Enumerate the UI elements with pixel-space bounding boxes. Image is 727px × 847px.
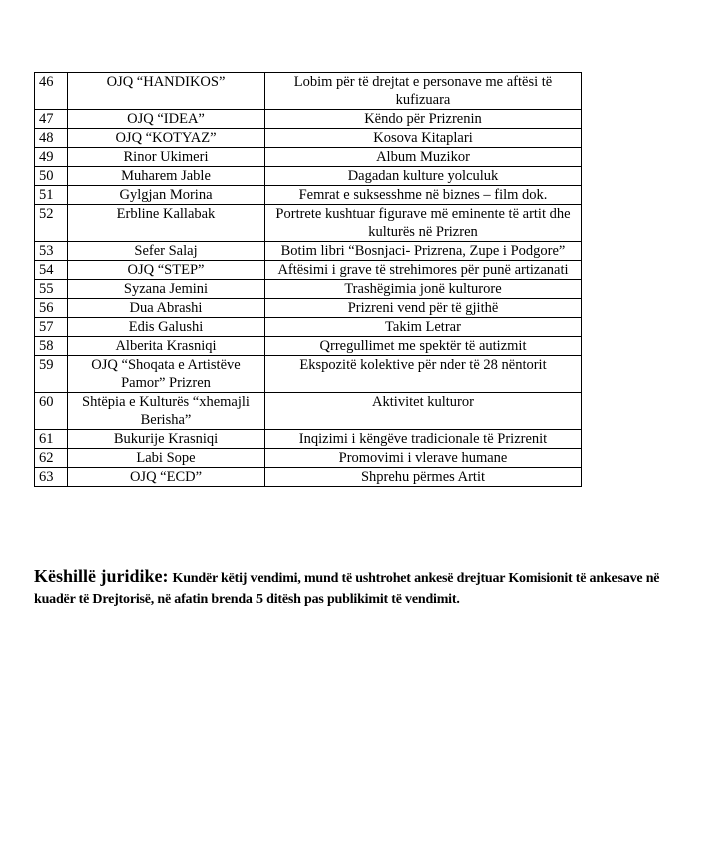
row-number: 61 xyxy=(35,430,68,449)
project-title: Shprehu përmes Artit xyxy=(265,468,582,487)
applicant-name: Dua Abrashi xyxy=(68,299,265,318)
applicant-name: OJQ “IDEA” xyxy=(68,110,265,129)
project-title: Aktivitet kulturor xyxy=(265,393,582,430)
row-number: 46 xyxy=(35,73,68,110)
applicant-name: OJQ “ECD” xyxy=(68,468,265,487)
table-row xyxy=(35,449,582,468)
table-row xyxy=(35,318,582,337)
applicant-name: Labi Sope xyxy=(68,449,265,468)
table-row xyxy=(35,337,582,356)
row-number: 49 xyxy=(35,148,68,167)
project-title: Prizreni vend për të gjithë xyxy=(265,299,582,318)
applicant-name: Erbline Kallabak xyxy=(68,205,265,242)
table-row xyxy=(35,299,582,318)
table-row xyxy=(35,393,582,430)
applicant-name: Syzana Jemini xyxy=(68,280,265,299)
project-title: Inqizimi i këngëve tradicionale të Prizrenit xyxy=(265,430,582,449)
row-number: 60 xyxy=(35,393,68,430)
table-row xyxy=(35,242,582,261)
project-title: Trashëgimia jonë kulturore xyxy=(265,280,582,299)
project-title: Botim libri “Bosnjaci- Prizrena, Zupe i Podgore” xyxy=(265,242,582,261)
table-row xyxy=(35,356,582,393)
legal-advice-title: Këshillë juridike: xyxy=(34,566,169,586)
row-number: 53 xyxy=(35,242,68,261)
project-title: Takim Letrar xyxy=(265,318,582,337)
table-row xyxy=(35,468,582,487)
row-number: 58 xyxy=(35,337,68,356)
applicant-name: Bukurije Krasniqi xyxy=(68,430,265,449)
project-title: Lobim për të drejtat e personave me aftësi të kufizuara xyxy=(265,73,582,110)
project-title: Aftësimi i grave të strehimores për punë artizanati xyxy=(265,261,582,280)
row-number: 54 xyxy=(35,261,68,280)
project-title: Promovimi i vlerave humane xyxy=(265,449,582,468)
legal-advice-text: Kundër këtij vendimi, mund të ushtrohet ankesë drejtuar Komisionit të ankesave në kuadër të Drejtorisë, në afatin brenda 5 ditësh pas publikimit të vendimit. xyxy=(34,571,660,607)
applicant-name: OJQ “STEP” xyxy=(68,261,265,280)
project-title: Femrat e suksesshme në biznes – film dok. xyxy=(265,186,582,205)
row-number: 62 xyxy=(35,449,68,468)
table-row xyxy=(35,167,582,186)
project-title: Kosova Kitaplari xyxy=(265,129,582,148)
grants-table xyxy=(34,72,582,487)
table-row xyxy=(35,280,582,299)
row-number: 56 xyxy=(35,299,68,318)
applicant-name: Gylgjan Morina xyxy=(68,186,265,205)
applicant-name: Alberita Krasniqi xyxy=(68,337,265,356)
project-title: Qrregullimet me spektër të autizmit xyxy=(265,337,582,356)
legal-advice xyxy=(34,566,674,610)
row-number: 59 xyxy=(35,356,68,393)
row-number: 47 xyxy=(35,110,68,129)
row-number: 55 xyxy=(35,280,68,299)
applicant-name: Edis Galushi xyxy=(68,318,265,337)
row-number: 51 xyxy=(35,186,68,205)
table-row xyxy=(35,186,582,205)
applicant-name: OJQ “KOTYAZ” xyxy=(68,129,265,148)
applicant-name: Shtëpia e Kulturës “xhemajli Berisha” xyxy=(68,393,265,430)
table-row xyxy=(35,261,582,280)
row-number: 48 xyxy=(35,129,68,148)
project-title: Dagadan kulture yolculuk xyxy=(265,167,582,186)
table-row xyxy=(35,73,582,110)
project-title: Këndo për Prizrenin xyxy=(265,110,582,129)
table-row xyxy=(35,430,582,449)
table-row xyxy=(35,110,582,129)
applicant-name: OJQ “Shoqata e Artistëve Pamor” Prizren xyxy=(68,356,265,393)
applicant-name: OJQ “HANDIKOS” xyxy=(68,73,265,110)
row-number: 50 xyxy=(35,167,68,186)
applicant-name: Rinor Ukimeri xyxy=(68,148,265,167)
row-number: 52 xyxy=(35,205,68,242)
row-number: 63 xyxy=(35,468,68,487)
project-title: Portrete kushtuar figurave më eminente të artit dhe kulturës në Prizren xyxy=(265,205,582,242)
project-title: Album Muzikor xyxy=(265,148,582,167)
table-row xyxy=(35,205,582,242)
table-row xyxy=(35,129,582,148)
row-number: 57 xyxy=(35,318,68,337)
project-title: Ekspozitë kolektive për nder të 28 nëntorit xyxy=(265,356,582,393)
applicant-name: Sefer Salaj xyxy=(68,242,265,261)
table-row xyxy=(35,148,582,167)
grants-table-body xyxy=(35,73,582,487)
applicant-name: Muharem Jable xyxy=(68,167,265,186)
